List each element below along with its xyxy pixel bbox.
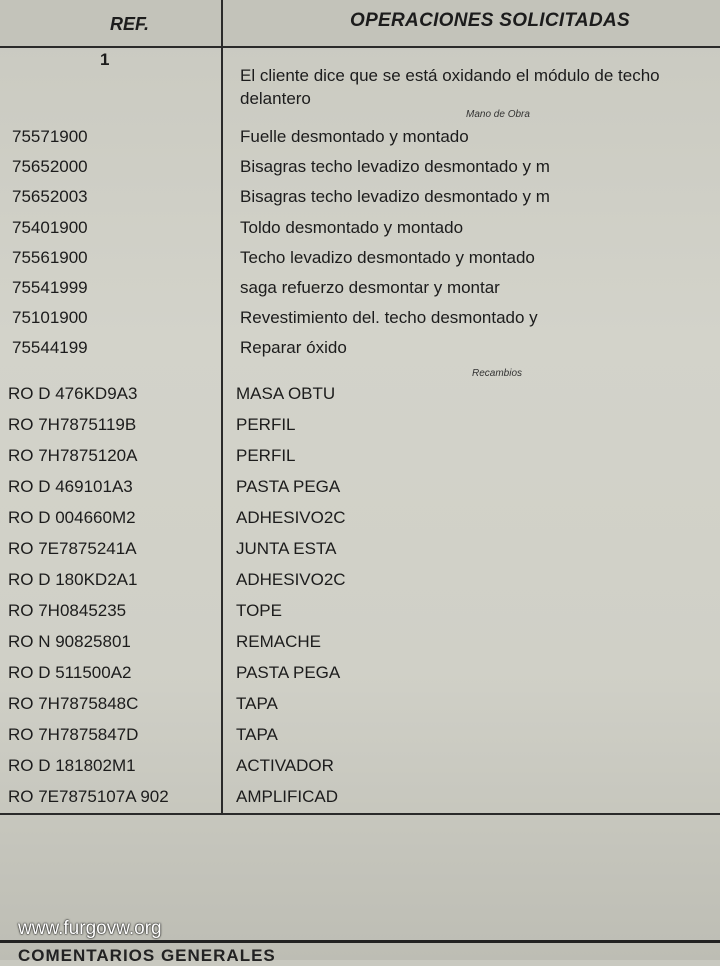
row-ref: 75571900 [12,127,88,146]
row-ref: 75544199 [12,338,88,358]
operations-column-header: OPERACIONES SOLICITADAS [350,10,630,31]
row-description: MASA OBTU [236,384,336,403]
row-ref: RO 7H7875848C [8,694,139,713]
row-ref: 75652003 [12,187,88,207]
row-description: PASTA PEGA [236,663,341,682]
row-ref: RO 7E7875241A [8,539,137,558]
row-ref: RO N 90825801 [8,632,131,651]
row-ref: 75561900 [12,247,88,267]
row-description: AMPLIFICAD [236,787,339,806]
row-ref: 75401900 [12,217,88,237]
row-description: PERFIL [236,415,296,434]
row-description: Bisagras techo levadizo desmontado y m [240,157,550,177]
row-ref: RO 7H7875120A [8,446,138,465]
column-divider-header [221,0,223,46]
row-description: PASTA PEGA [236,477,341,496]
row-description: saga refuerzo desmontar y montar [240,278,500,297]
item-number: 1 [100,50,110,69]
row-ref: RO 7E7875107A 902 [8,787,169,806]
row-ref: RO 7H7875847D [8,725,139,744]
column-divider [221,46,223,814]
row-ref: RO D 476KD9A3 [8,384,138,403]
watermark: www.furgovw.org [18,918,162,939]
row-description: TAPA [236,725,278,744]
row-description: Fuelle desmontado y montado [240,127,469,146]
general-comments-title: COMENTARIOS GENERALES [18,946,276,965]
row-ref: 75652000 [12,157,88,177]
row-description: Reparar óxido [240,338,347,358]
row-description: ACTIVADOR [236,756,334,775]
ref-column-header: REF. [110,14,150,34]
section-divider [0,940,720,943]
row-ref: RO D 180KD2A1 [8,570,138,589]
row-ref: RO 7H0845235 [8,601,127,620]
row-description: TAPA [236,694,278,713]
table-bottom-border [0,813,720,815]
row-description: JUNTA ESTA [236,539,337,558]
row-description: Revestimiento del. techo desmontado y [240,308,538,328]
row-ref: 75101900 [12,308,88,328]
labor-section-note: Mano de Obra [466,109,530,120]
row-ref: RO D 511500A2 [8,663,132,682]
row-description: PERFIL [236,446,296,465]
row-description: ADHESIVO2C [236,508,346,527]
row-description: Toldo desmontado y montado [240,217,464,237]
row-ref: RO D 004660M2 [8,508,136,527]
row-ref: 75541999 [12,278,88,297]
row-description: ADHESIVO2C [236,570,346,589]
row-description: REMACHE [236,632,322,651]
row-ref: RO D 469101A3 [8,477,133,496]
table-header [0,0,720,48]
row-description: Bisagras techo levadizo desmontado y m [240,187,550,207]
parts-section-note: Recambios [472,368,523,379]
row-description: TOPE [236,601,282,620]
row-description: Techo levadizo desmontado y montado [240,247,535,267]
row-ref: RO 7H7875119B [8,415,137,434]
row-ref: RO D 181802M1 [8,756,136,775]
customer-complaint: El cliente dice que se está oxidando el módulo de techo delantero [240,66,660,108]
